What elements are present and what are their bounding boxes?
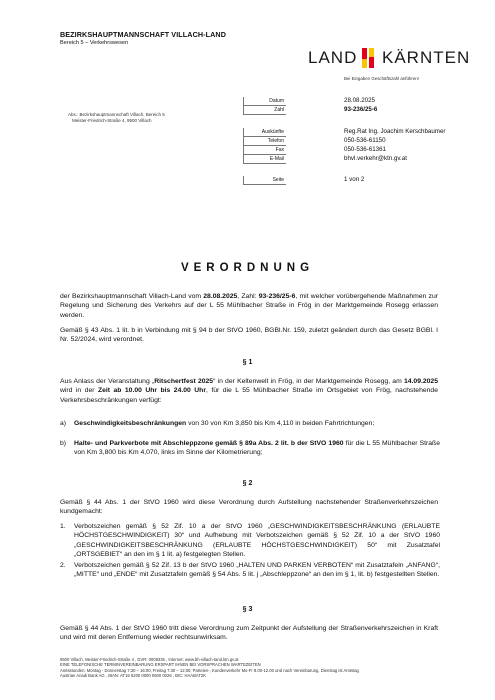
intro-text-a: der Bezirkshauptmannschaft Villach-Land vom — [60, 293, 204, 300]
footer-line-3: Amtsstunden: Montag - Donnerstag 7:30 – 16:00, Freitag 7:30 – 12:00; Parteien-, Kundenverkehr Mo-Fr 8.00-12.00 und nach Vereinbarung, Dienstag ist Amtstag — [60, 667, 359, 673]
authority-name: BEZIRKSHAUPTMANNSCHAFT VILLACH-LAND — [60, 30, 227, 39]
email-value: bhvl.verkehr@ktn.gv.at — [344, 155, 407, 162]
section-3-heading: § 3 — [242, 606, 253, 613]
section-2-item-2 — [60, 561, 440, 591]
section-3-paragraph: Gemäß § 44 Abs. 1 der StVO 1960 tritt diese Verordnung zum Zeitpunkt der Aufstellung der Straßenverkehrszeichen in Kraft und wird mit deren Entfernung wieder rechtsunwirksam. — [60, 625, 438, 642]
sender-address — [68, 112, 165, 124]
seite-label: Seite — [243, 176, 286, 185]
s1-time: Zeit ab 10.00 Uhr bis 24.00 Uhr — [97, 387, 206, 395]
logo-yellow-bar-2 — [369, 48, 374, 57]
intro-text-c: , mit welcher vorübergehende Maßnahmen zur Regelung und Sicherung des Verkehrs auf der L 55 Mühlbacher Straße in Frög in der Marktgemeinde Rosegg erlassen werden. — [60, 293, 438, 319]
s1-text-a: Aus Anlass der Veranstaltung „ — [60, 378, 155, 385]
item-a-rest: von 30 von Km 3,850 bis Km 4,110 in beiden Fahrtrichtungen; — [186, 420, 375, 427]
section-1-heading: § 1 — [242, 359, 253, 366]
intro-date: 28.08.2025 — [203, 293, 238, 300]
item-2-text: Verbotszeichen gemäß § 52 Zif. 13 b der StVO 1960 „HALTEN UND PARKEN VERBOTEN“ mit Zusatztafeln „ANFANG“, „MITTE“ und „ENDE“ mit Zusatztafeln gemäß § 54 Abs. 5 lit. j „Abschleppzone“ an den im § 1, lit. b) festgestellten Stellen. — [74, 562, 440, 579]
s1-text-c: wird in der — [60, 387, 98, 395]
item-1-text: Verbotszeichen gemäß § 52 Zif. 10 a der StVO 1960 „GESCHWINDIGKEITSBESCHRÄNKUNG (ERLAUBTE HÖCHSTGESCHWINDIGKEIT) 30“ und Aufhebung mit Verbotszeichen gemäß § 52 Zif. 10 a der StVO 1960 „GESCHWINDIGKEITSBESCHRÄNKUNG (ERLAUBTE HÖCHSTGESCHWINDIGKEIT) 50“ mit Zusatztafel „ORTSGEBIET“ an den im § 1 lit. a) festgelegten Stellen. — [74, 523, 440, 559]
section-1-item-b — [60, 439, 440, 459]
zahl-label: Zahl — [243, 106, 286, 115]
s1-event: Ritschertfest 2025 — [154, 378, 214, 385]
auskuenfte-value: Reg.Rat Ing. Joachim Kerschbaumer — [344, 128, 446, 135]
zahl-value: 93-236/25-6 — [344, 106, 378, 113]
sender-line-2: Meister-Friedrich-Straße 4, 9500 Villach — [72, 118, 152, 123]
intro-text-b: , Zahl: — [237, 293, 259, 300]
fax-value: 050-536-61361 — [344, 146, 386, 153]
s1-date: 14.09.2025 — [403, 378, 438, 385]
item-b-number: b) — [60, 440, 67, 447]
s1-text-b: “ in der Keltenwelt in Frög, in der Marktgemeinde Rosegg, am — [213, 378, 404, 385]
seite-value: 1 von 2 — [344, 176, 365, 183]
telefon-value: 050-536-61150 — [344, 137, 386, 144]
item-a-number: a) — [60, 420, 67, 427]
logo-red-bar — [362, 48, 367, 59]
item-a-bold: Geschwindigkeitsbeschränkungen — [74, 420, 187, 427]
section-1-item-a — [60, 419, 440, 429]
telefon-label: Telefon — [243, 137, 286, 146]
footer-line-1: 9500 Villach, Meister-Friedrich-Straße 4 , DVR: 0008335 , Internet: www.bh-villach-land.ktn.gv.at — [60, 657, 239, 662]
logo-word-kaernten: KÄRNTEN — [382, 48, 471, 67]
section-2-heading: § 2 — [242, 480, 253, 487]
datum-value: 28.08.2025 — [344, 97, 375, 104]
section-2-paragraph: Gemäß § 44 Abs. 1 der StVO 1960 wird diese Verordnung durch Aufstellung nachstehender Straßenverkehrszeichen kundgemacht: — [60, 499, 438, 516]
footer — [60, 657, 359, 679]
logo-red-bar-2 — [369, 57, 374, 68]
department-name: Bereich 5 – Verkehrswesen — [60, 40, 129, 46]
email-label: E-Mail — [243, 155, 286, 164]
item-b-bold: Halte- und Parkverbote mit Abschleppzone gemäß § 89a Abs. 2 lit. b der StVO 1960 — [74, 440, 344, 447]
item-2-number: 2. — [60, 562, 66, 569]
item-a-text — [74, 419, 440, 428]
document-title: VERORDNUNG — [180, 262, 315, 274]
fax-label: Fax — [243, 146, 286, 155]
auskuenfte-label: Auskünfte — [243, 128, 286, 137]
s1-text-d: , für die L 55 Mühlbacher Straße im Ortsgebiet von Frög, nachstehende Verkehrsbeschränkungen verfügt: — [60, 387, 438, 404]
legal-basis-paragraph: Gemäß § 43 Abs. 1 lit. b in Verbindung mit § 94 b der StVO 1960, BGBl.Nr. 159, zuletzt geändert durch das Gesetz BGBl. I Nr. 52/2024, wird verordnet. — [60, 327, 438, 344]
datum-label: Datum — [243, 97, 286, 106]
reference-note: Bei Eingaben Geschäftszahl anführen! — [344, 76, 419, 81]
section-1-paragraph — [60, 377, 438, 405]
footer-line-2: EINE TELEFONISCHE TERMINVEREINBARUNG ERSPART IHNEN BEI VORSPRACHEN WARTEZEITEN — [60, 662, 261, 668]
intro-zahl: 93-236/25-6 — [258, 293, 296, 300]
logo-word-land: LAND — [308, 48, 358, 67]
logo-yellow-bar — [362, 59, 367, 68]
section-2-item-1 — [60, 522, 440, 562]
footer-line-4: Austrian Anadi Bank AG , IBAN: AT19 5200 0000 0600 0026 , BIC: HAABAT2K — [60, 673, 207, 679]
item-b-text — [74, 439, 440, 458]
item-1-number: 1. — [60, 523, 66, 530]
item-b-rest: für die L 55 Mühlbacher Straße von Km 3,800 bis Km 4,070, links im Sinne der Kilometrierung; — [74, 440, 440, 457]
sender-line-1: Abs.: Bezirkshauptmannschaft Villach, Bereich 5 — [68, 112, 165, 117]
intro-paragraph — [60, 292, 438, 320]
